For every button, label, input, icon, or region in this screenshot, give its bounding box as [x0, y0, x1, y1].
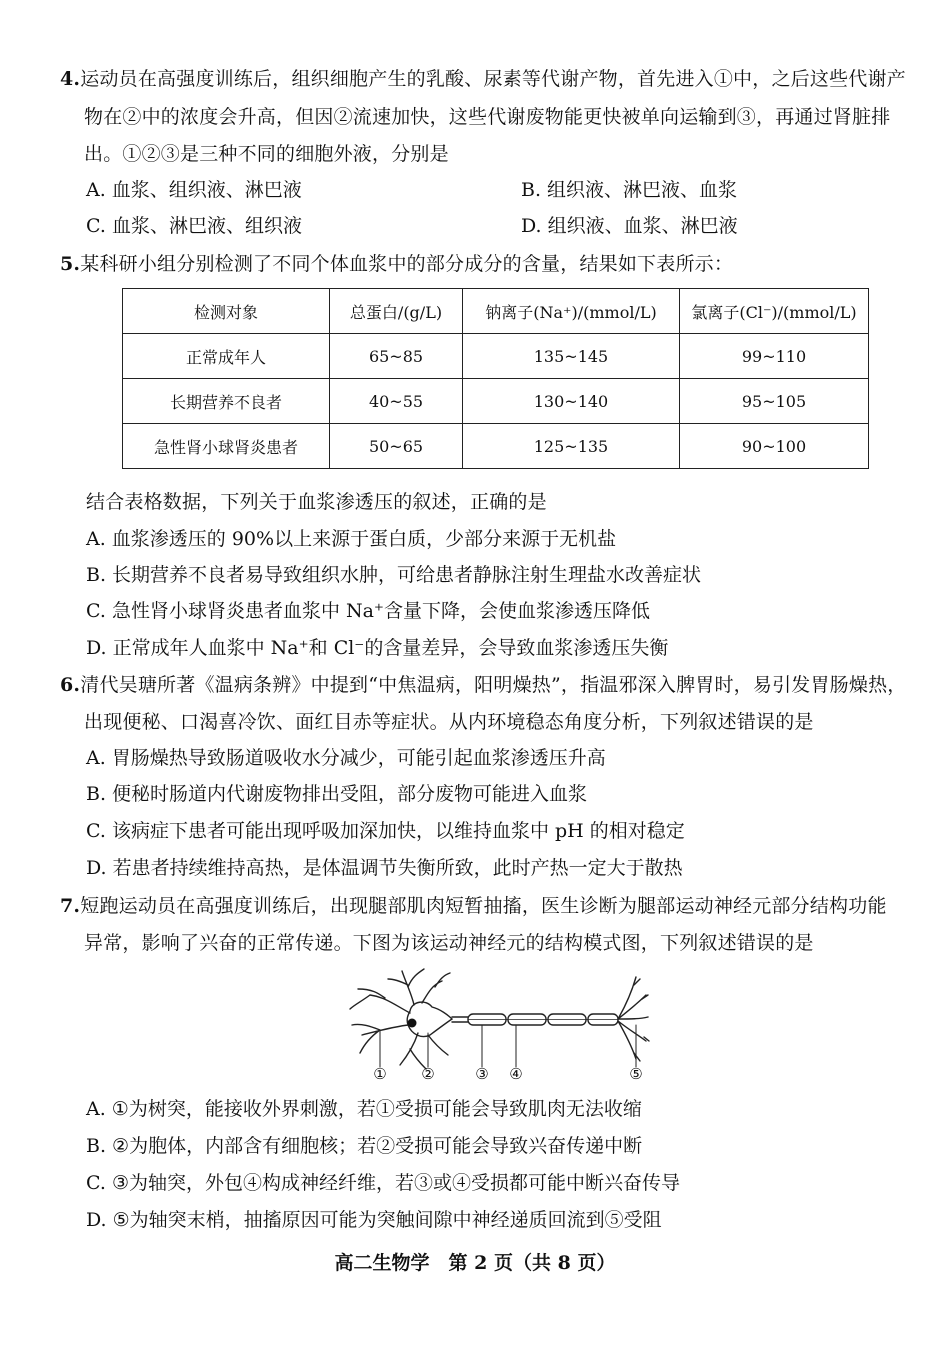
table-cell: 135~145	[463, 334, 680, 379]
q5-data-table	[122, 288, 869, 469]
q6-line-2: 出现便秘、口渴喜冷饮、面红目赤等症状。从内环境稳态角度分析，下列叙述错误的是	[84, 711, 814, 733]
q6-number: 6.	[60, 674, 81, 696]
q7-option-d: D. ⑤为轴突末梢，抽搐原因可能为突触间隙中神经递质回流到⑤受阻	[86, 1209, 662, 1231]
q5-stem: 5.某科研小组分别检测了不同个体血浆中的部分成分的含量，结果如下表所示：	[60, 253, 734, 275]
table-cell: 50~65	[330, 424, 463, 469]
nucleus-dot	[408, 1019, 417, 1028]
q4-option-c: C. 血浆、淋巴液、组织液	[86, 215, 302, 237]
table-row	[123, 424, 869, 469]
q4-line-2: 物在②中的浓度会升高，但因②流速加快，这些代谢废物能更快被单向运输到③，再通过肾脏排	[84, 106, 891, 128]
q6-option-d: D. 若患者持续维持高热，是体温调节失衡所致，此时产热一定大于散热	[86, 857, 683, 879]
table-header-cell: 氯离子(Cl⁻)/(mmol/L)	[680, 289, 869, 334]
q5-option-d: D. 正常成年人血浆中 Na⁺和 Cl⁻的含量差异，会导致血浆渗透压失衡	[86, 637, 669, 659]
q5-option-a: A. 血浆渗透压的 90%以上来源于蛋白质，少部分来源于无机盐	[86, 528, 617, 550]
neuron-diagram	[340, 965, 650, 1085]
table-header-cell: 检测对象	[123, 289, 330, 334]
q5-question: 结合表格数据，下列关于血浆渗透压的叙述，正确的是	[86, 491, 547, 513]
table-cell: 40~55	[330, 379, 463, 424]
table-cell: 急性肾小球肾炎患者	[123, 424, 330, 469]
q7-option-c: C. ③为轴突，外包④构成神经纤维，若③或④受损都可能中断兴奋传导	[86, 1172, 680, 1194]
table-row	[123, 334, 869, 379]
table-header-row	[123, 289, 869, 334]
q5-number: 5.	[60, 253, 81, 275]
q6-option-b: B. 便秘时肠道内代谢废物排出受阻，部分废物可能进入血浆	[86, 783, 588, 805]
figure-label-3: ③	[475, 1065, 489, 1083]
page-footer: 高二生物学 第 2 页（共 8 页）	[334, 1252, 616, 1274]
figure-label-2: ②	[421, 1065, 435, 1083]
q7-option-a: A. ①为树突，能接收外界刺激，若①受损可能会导致肌肉无法收缩	[86, 1098, 642, 1120]
q7-line-1: 7.短跑运动员在高强度训练后，出现腿部肌肉短暂抽搐，医生诊断为腿部运动神经元部分结构功能	[60, 895, 887, 917]
q5-option-c: C. 急性肾小球肾炎患者血浆中 Na⁺含量下降，会使血浆渗透压降低	[86, 600, 650, 622]
q7-line-2: 异常，影响了兴奋的正常传递。下图为该运动神经元的结构模式图，下列叙述错误的是	[84, 932, 814, 954]
q7-option-b: B. ②为胞体，内部含有细胞核；若②受损可能会导致兴奋传递中断	[86, 1135, 643, 1157]
table-cell: 99~110	[680, 334, 869, 379]
table-cell: 125~135	[463, 424, 680, 469]
q6-option-c: C. 该病症下患者可能出现呼吸加深加快，以维持血浆中 pH 的相对稳定	[86, 820, 685, 842]
q4-option-d: D. 组织液、血浆、淋巴液	[521, 215, 738, 237]
figure-label-1: ①	[373, 1065, 387, 1083]
table-cell: 90~100	[680, 424, 869, 469]
q6-option-a: A. 胃肠燥热导致肠道吸收水分减少，可能引起血浆渗透压升高	[86, 747, 606, 769]
table-cell: 130~140	[463, 379, 680, 424]
q4-option-b: B. 组织液、淋巴液、血浆	[521, 179, 738, 201]
q4-number: 4.	[60, 68, 81, 90]
table-cell: 65~85	[330, 334, 463, 379]
q4-option-a: A. 血浆、组织液、淋巴液	[86, 179, 302, 201]
figure-label-4: ④	[509, 1065, 523, 1083]
figure-label-5: ⑤	[629, 1065, 643, 1083]
table-header-cell: 钠离子(Na⁺)/(mmol/L)	[463, 289, 680, 334]
q5-option-b: B. 长期营养不良者易导致组织水肿，可给患者静脉注射生理盐水改善症状	[86, 564, 702, 586]
q6-line-1: 6.清代吴瑭所著《温病条辨》中提到“中焦温病，阳明燥热”，指温邪深入脾胃时，易引发胃肠燥热，	[60, 674, 907, 696]
table-row	[123, 379, 869, 424]
table-header-cell: 总蛋白/(g/L)	[330, 289, 463, 334]
table-cell: 正常成年人	[123, 334, 330, 379]
q7-number: 7.	[60, 895, 81, 917]
table-cell: 95~105	[680, 379, 869, 424]
q4-line-1: 4.运动员在高强度训练后，组织细胞产生的乳酸、尿素等代谢产物，首先进入①中，之后这些代谢产	[60, 68, 906, 90]
table-cell: 长期营养不良者	[123, 379, 330, 424]
q4-line-3: 出。①②③是三种不同的细胞外液，分别是	[84, 143, 449, 165]
